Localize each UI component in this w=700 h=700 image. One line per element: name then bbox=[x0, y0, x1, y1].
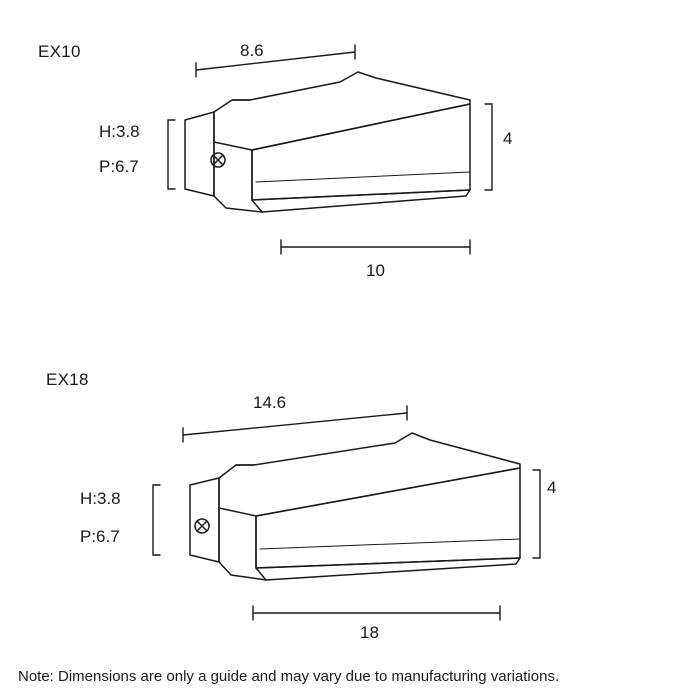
dimension-plate-projection-ex18: P:6.7 bbox=[80, 527, 120, 546]
dimension-bottom-width-ex10: 10 bbox=[366, 261, 385, 280]
dim-line-bottom-ex18 bbox=[253, 606, 500, 620]
dim-line-bottom-ex10 bbox=[281, 240, 470, 254]
product-drawing-ex10 bbox=[0, 0, 700, 330]
manufacturing-note: Note: Dimensions are only a guide and may vary due to manufacturing variations. bbox=[18, 668, 560, 685]
dimension-plate-height-ex10: H:3.8 bbox=[99, 122, 140, 141]
dimension-height-ex18: 4 bbox=[547, 478, 557, 497]
model-label-ex10: EX10 bbox=[38, 42, 81, 61]
dim-bracket-plate-ex18 bbox=[153, 485, 160, 555]
dim-bracket-height-ex10 bbox=[485, 104, 492, 190]
dimension-height-ex10: 4 bbox=[503, 129, 513, 148]
model-label-ex18: EX18 bbox=[46, 370, 89, 389]
dimension-plate-projection-ex10: P:6.7 bbox=[99, 157, 139, 176]
dim-bracket-plate-ex10 bbox=[168, 120, 175, 189]
dimension-bottom-width-ex18: 18 bbox=[360, 623, 379, 642]
dimension-top-width-ex18: 14.6 bbox=[253, 393, 287, 412]
product-drawing-ex18 bbox=[0, 330, 700, 660]
dim-bracket-height-ex18 bbox=[533, 470, 540, 558]
dimension-plate-height-ex18: H:3.8 bbox=[80, 489, 121, 508]
dimension-top-width-ex10: 8.6 bbox=[240, 41, 264, 60]
dim-line-top-ex10 bbox=[196, 45, 355, 77]
dim-line-top-ex18 bbox=[183, 406, 407, 442]
